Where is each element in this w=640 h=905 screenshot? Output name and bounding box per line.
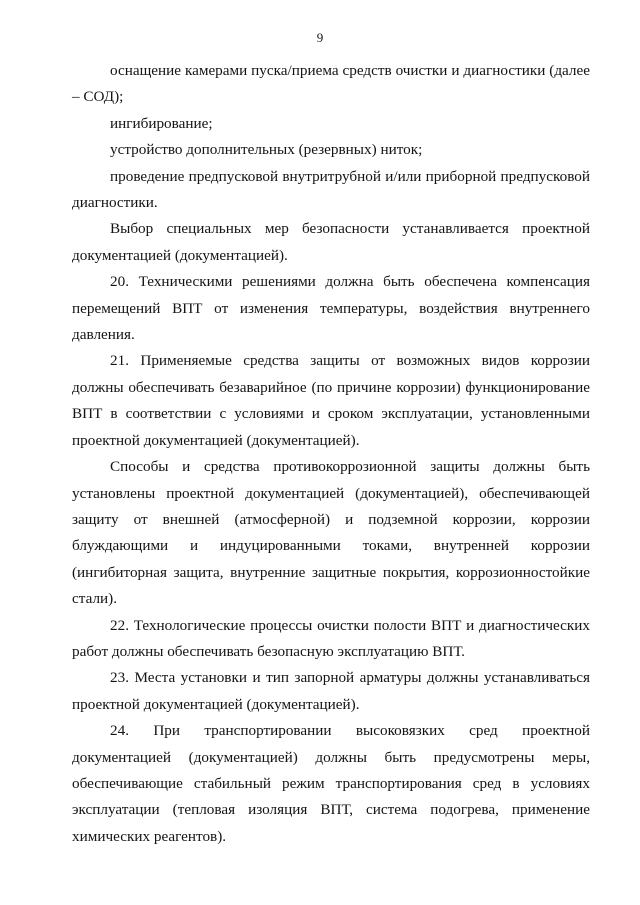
document-body [72, 58, 590, 850]
paragraph-additional-lines: устройство дополнительных (резервных) ниток; [110, 141, 423, 159]
paragraph-item-23: 23. Места установки и тип запорной арматуры должны устанавливаться проектной документацией (документацией). [72, 669, 590, 713]
paragraph-item-22: 22. Технологические процессы очистки полости ВПТ и диагностических работ должны обеспечивать безопасную эксплуатацию ВПТ. [72, 616, 590, 660]
paragraph-item-20: 20. Техническими решениями должна быть обеспечена компенсация перемещений ВПТ от изменения температуры, воздействия внутреннего давления. [72, 273, 590, 344]
paragraph-prelaunch-diagnostics: проведение предпусковой внутритрубной и/или приборной предпусковой диагностики. [72, 167, 590, 212]
paragraph-equipment-launch-chambers: оснащение камерами пуска/приема средств очистки и диагностики (далее – СОД); [72, 62, 590, 106]
paragraph-item-24: 24. При транспортировании высоковязких сред проектной документацией (документацией) должны быть предусмотрены меры, обеспечивающие стабильный режим транспортирования сред в условиях эксплуатации (тепловая изоляция ВПТ, система подогрева, применение химических реагентов). [72, 722, 590, 845]
paragraph-special-measures: Выбор специальных мер безопасности устанавливается проектной документацией (документацией). [72, 220, 590, 264]
paragraph-inhibition: ингибирование; [110, 114, 213, 132]
page-number: 9 [316, 30, 324, 45]
paragraph-item-21: 21. Применяемые средства защиты от возможных видов коррозии должны обеспечивать безаварийное (по причине коррозии) функционирование ВПТ в соответствии с условиями и сроком эксплуатации, установленными проектной документацией (документацией). [72, 352, 590, 449]
paragraph-corrosion-protection: Способы и средства противокоррозионной защиты должны быть установлены проектной документацией (документацией), обеспечивающей защиту от внешней (атмосферной) и подземной коррозии, коррозии блуждающими и индуцированными токами, внутренней коррозии (ингибиторная защита, внутренние защитные покрытия, коррозионностойкие стали). [72, 458, 590, 608]
